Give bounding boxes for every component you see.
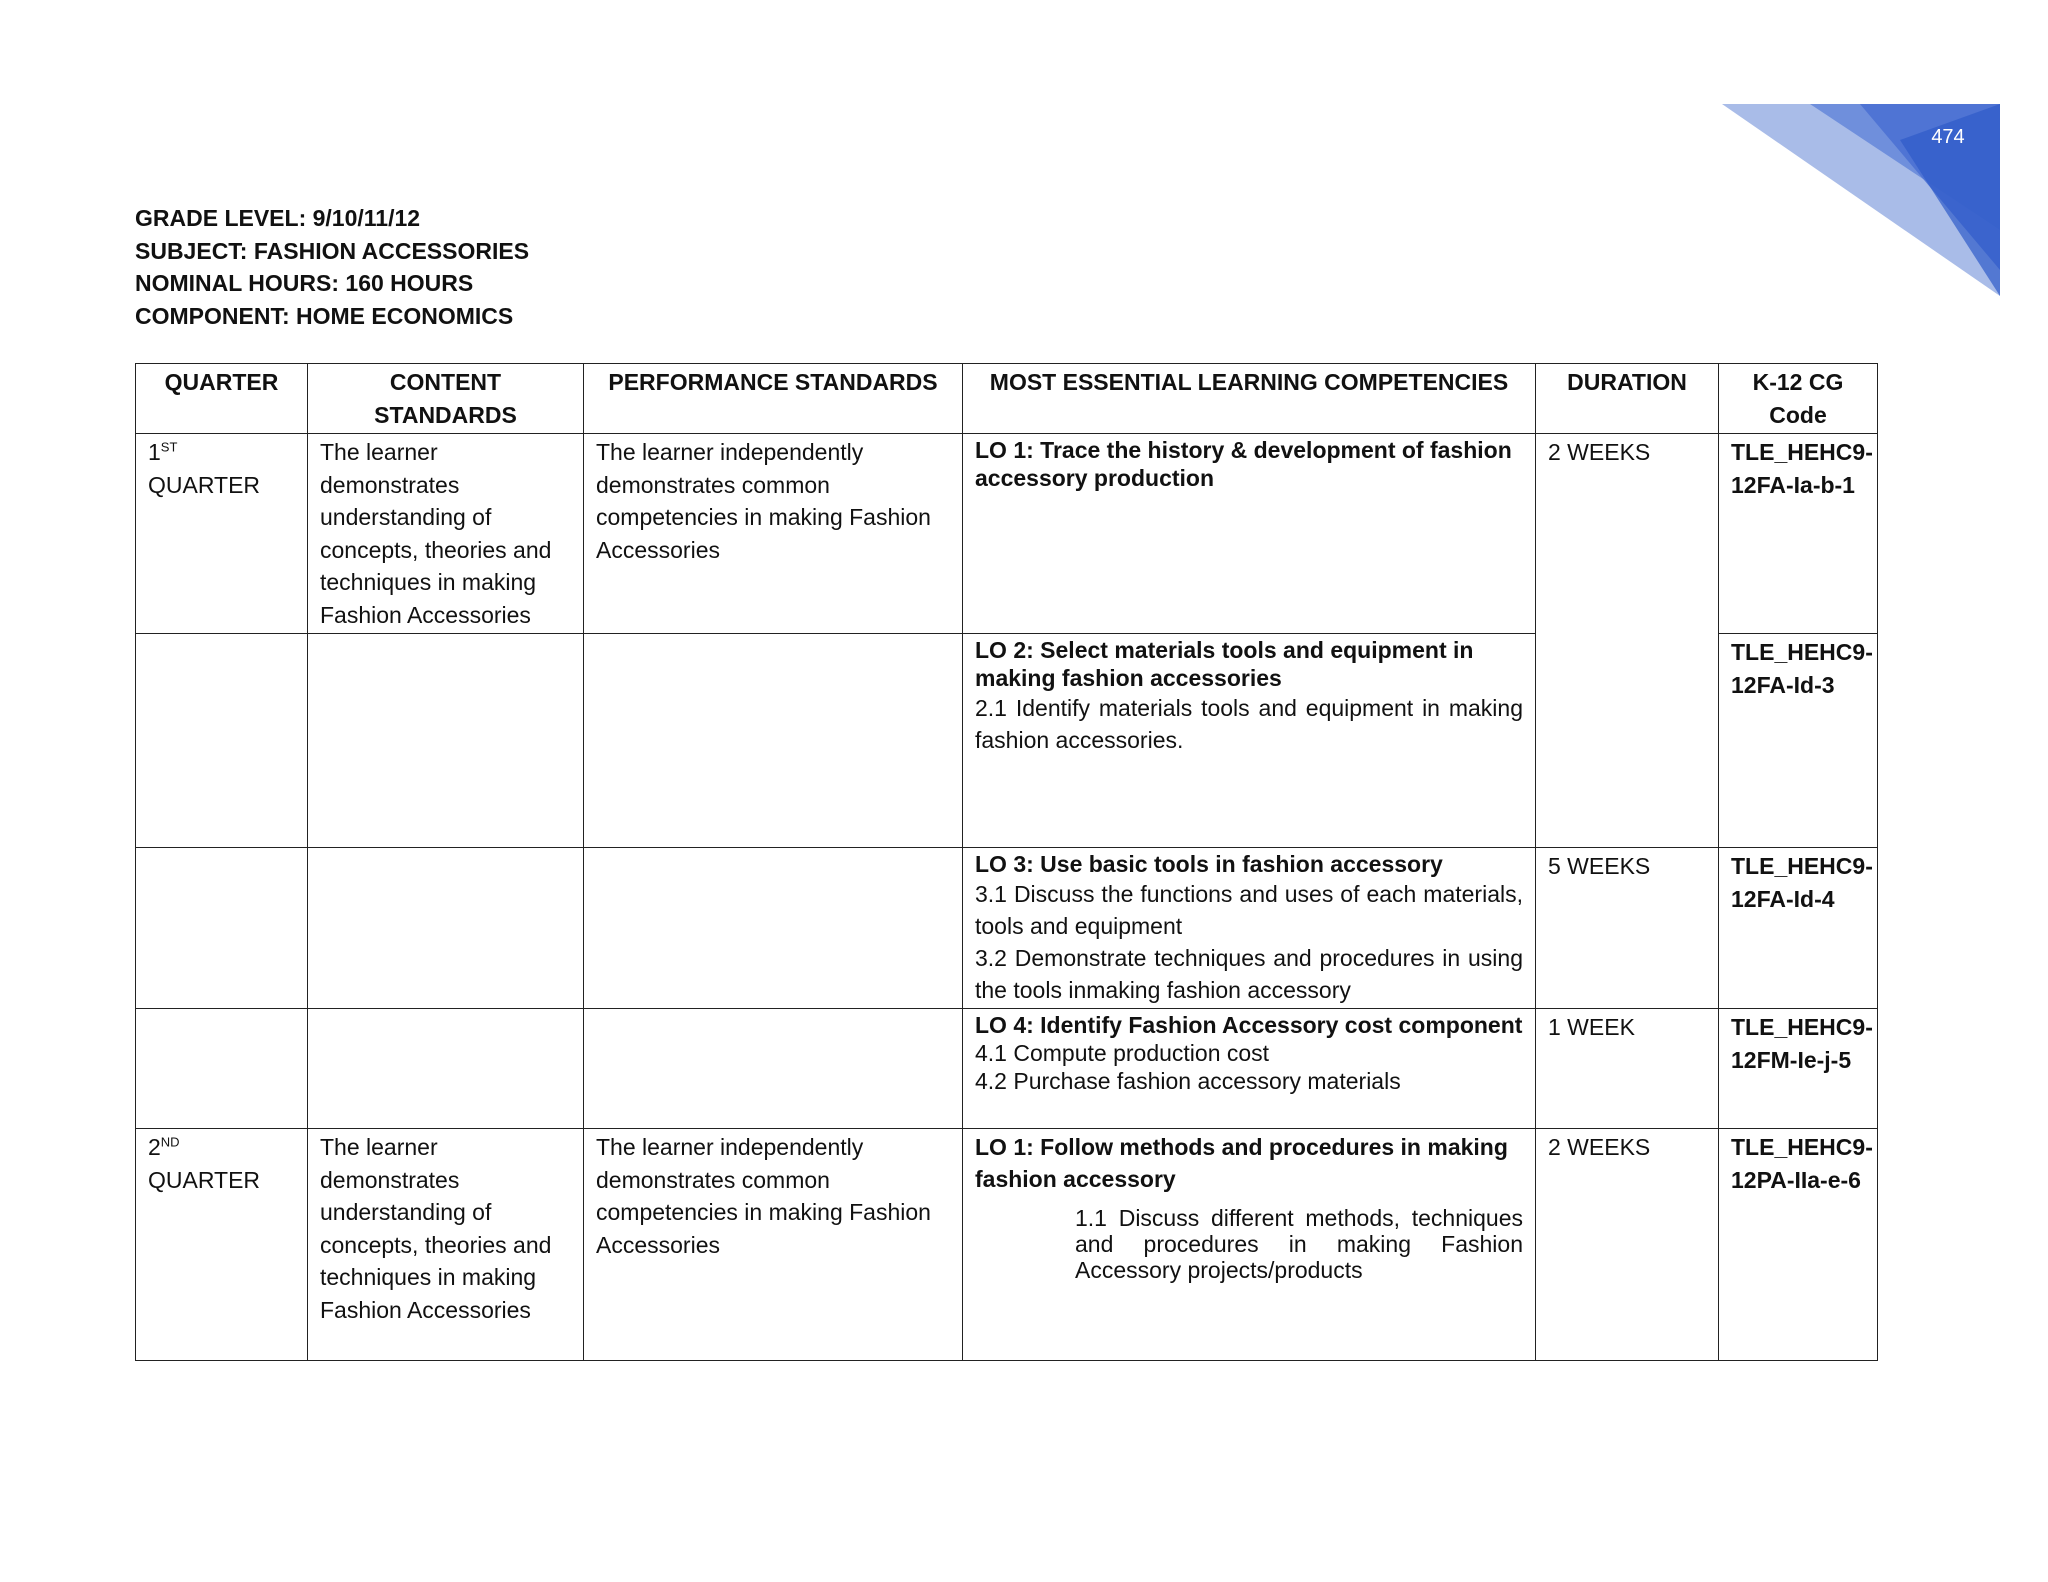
- learning-objective-title: LO 1: Trace the history & development of fashion accessory production: [975, 437, 1512, 491]
- quarter-cell: [136, 634, 308, 848]
- performance-standards-cell: [584, 1009, 963, 1129]
- quarter-cell: 2ND QUARTER: [136, 1129, 308, 1361]
- duration-cell: 2 WEEKS: [1536, 1129, 1719, 1361]
- content-standards-cell: The learner demonstrates understanding of concepts, theories and techniques in making Fashion Accessories: [308, 1129, 584, 1361]
- learning-objective-title: LO 1: Follow methods and procedures in making fashion accessory: [975, 1134, 1508, 1192]
- table-row: [136, 848, 1878, 1009]
- content-standards-cell: [308, 1009, 584, 1129]
- competency-item: 4.1 Compute production cost: [975, 1040, 1270, 1066]
- performance-standards-cell: [584, 848, 963, 1009]
- quarter-cell: 1ST QUARTER: [136, 434, 308, 634]
- duration-cell: 5 WEEKS: [1536, 848, 1719, 1009]
- competencies-cell: [963, 1129, 1536, 1361]
- content-standards-cell: The learner demonstrates understanding of concepts, theories and techniques in making Fashion Accessories: [308, 434, 584, 634]
- competencies-cell: [963, 848, 1536, 1009]
- performance-standards-cell: The learner independently demonstrates common competencies in making Fashion Accessories: [584, 1129, 963, 1361]
- content-standards-cell: [308, 634, 584, 848]
- nominal-hours: NOMINAL HOURS: 160 HOURS: [135, 270, 474, 296]
- competency-item: 4.2 Purchase fashion accessory materials: [975, 1068, 1401, 1094]
- learning-objective-title: LO 2: Select materials tools and equipment in making fashion accessories: [975, 637, 1474, 691]
- learning-objective-title: LO 3: Use basic tools in fashion accessory: [975, 851, 1443, 877]
- competency-item: 1.1 Discuss different methods, techniques and procedures in making Fashion Accessory projects/products: [1075, 1205, 1523, 1283]
- code-cell: TLE_HEHC9-12FA-Id-3: [1719, 634, 1878, 848]
- column-header-quarter: QUARTER: [136, 364, 308, 434]
- column-header-content-standards: CONTENT STANDARDS: [308, 364, 584, 434]
- performance-standards-cell: [584, 634, 963, 848]
- page-number: 474: [1931, 126, 1965, 148]
- document-header: [135, 202, 529, 332]
- table-row: [136, 1129, 1878, 1361]
- content-standards-cell: [308, 848, 584, 1009]
- competency-item: 3.2 Demonstrate techniques and procedures in using the tools inmaking fashion accessory: [975, 945, 1523, 1003]
- subject: SUBJECT: FASHION ACCESSORIES: [135, 237, 530, 264]
- learning-objective-title: LO 4: Identify Fashion Accessory cost component: [975, 1012, 1523, 1038]
- column-header-competencies: MOST ESSENTIAL LEARNING COMPETENCIES: [963, 364, 1536, 434]
- duration-cell: 1 WEEK: [1536, 1009, 1719, 1129]
- column-header-performance-standards: PERFORMANCE STANDARDS: [584, 364, 963, 434]
- competencies-cell: [963, 434, 1536, 634]
- code-cell: TLE_HEHC9-12PA-IIa-e-6: [1719, 1129, 1878, 1361]
- table-row: [136, 434, 1878, 634]
- column-header-code: K-12 CG Code: [1719, 364, 1878, 434]
- component: COMPONENT: HOME ECONOMICS: [135, 302, 514, 329]
- code-cell: TLE_HEHC9-12FA-Id-4: [1719, 848, 1878, 1009]
- curriculum-table: [135, 363, 1878, 1361]
- quarter-cell: [136, 1009, 308, 1129]
- competencies-cell: [963, 1009, 1536, 1129]
- competencies-cell: [963, 634, 1536, 848]
- code-cell: TLE_HEHC9-12FA-Ia-b-1: [1719, 434, 1878, 634]
- column-header-duration: DURATION: [1536, 364, 1719, 434]
- table-row: [136, 1009, 1878, 1129]
- quarter-cell: [136, 848, 308, 1009]
- duration-cell: 2 WEEKS: [1536, 434, 1719, 848]
- competency-item: 2.1 Identify materials tools and equipment in making fashion accessories.: [975, 695, 1523, 753]
- code-cell: TLE_HEHC9-12FM-Ie-j-5: [1719, 1009, 1878, 1129]
- competency-item: 3.1 Discuss the functions and uses of each materials, tools and equipment: [975, 881, 1523, 939]
- grade-level: GRADE LEVEL: 9/10/11/12: [135, 205, 421, 231]
- performance-standards-cell: The learner independently demonstrates common competencies in making Fashion Accessories: [584, 434, 963, 634]
- table-header-row: [136, 364, 1878, 434]
